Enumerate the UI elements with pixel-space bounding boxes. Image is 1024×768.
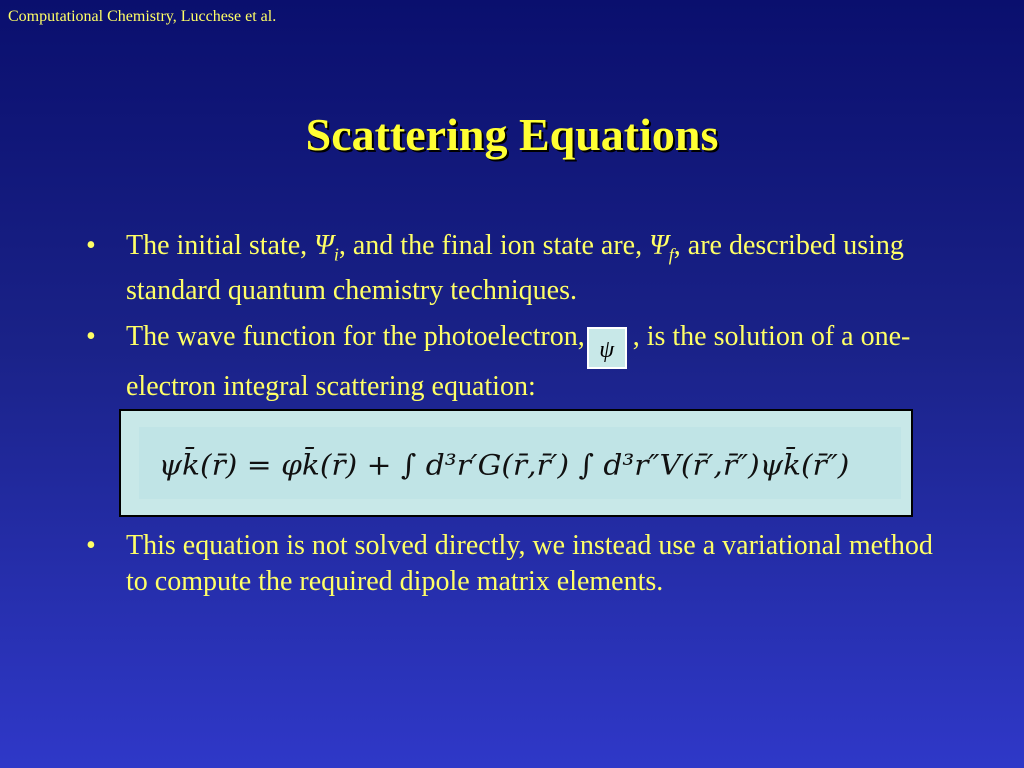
bullet-item-1 [86, 228, 946, 309]
bullet-text: This equation is not solved directly, we instead use a variational method to compute the required dipole matrix elements. [126, 530, 933, 597]
psi-symbol: Ψ [314, 230, 334, 261]
bullet-marker: • [86, 320, 96, 352]
bullet-text: The initial state, [126, 230, 315, 261]
equation-text: ψk̄(r̄) = φk̄(r̄) + ∫ d³r′G(r̄,r̄′) ∫ d³r″V(r̄′,r̄″)ψk̄(r̄″) [158, 447, 850, 482]
equation-panel [139, 427, 901, 499]
bullet-text: The wave function for the photoelectron, [126, 320, 585, 352]
bullet-marker: • [86, 230, 96, 261]
psi-symbol: Ψ [649, 230, 669, 261]
bullet-item-2 [86, 319, 946, 405]
bullet-list [86, 228, 946, 415]
bullet-marker: • [86, 530, 96, 561]
bullet-text: , are described using standard quantum chemistry techniques. [126, 230, 904, 306]
scattering-equation [139, 427, 901, 499]
slide-title: Scattering Equations [305, 109, 719, 160]
subscript-i: i [333, 244, 339, 265]
slide-header: Computational Chemistry, Lucchese et al. [8, 8, 277, 25]
bullet-item-3 [86, 528, 946, 610]
bullet-item-3-row [86, 528, 946, 600]
bullet-text: , and the final ion state are, [338, 230, 650, 261]
equation-box [119, 409, 913, 517]
bullet-text: , is the solution of a one-electron integral scattering equation: [126, 320, 911, 402]
inline-psi-equation-image: ψ [587, 327, 627, 369]
subscript-f: f [668, 244, 674, 265]
